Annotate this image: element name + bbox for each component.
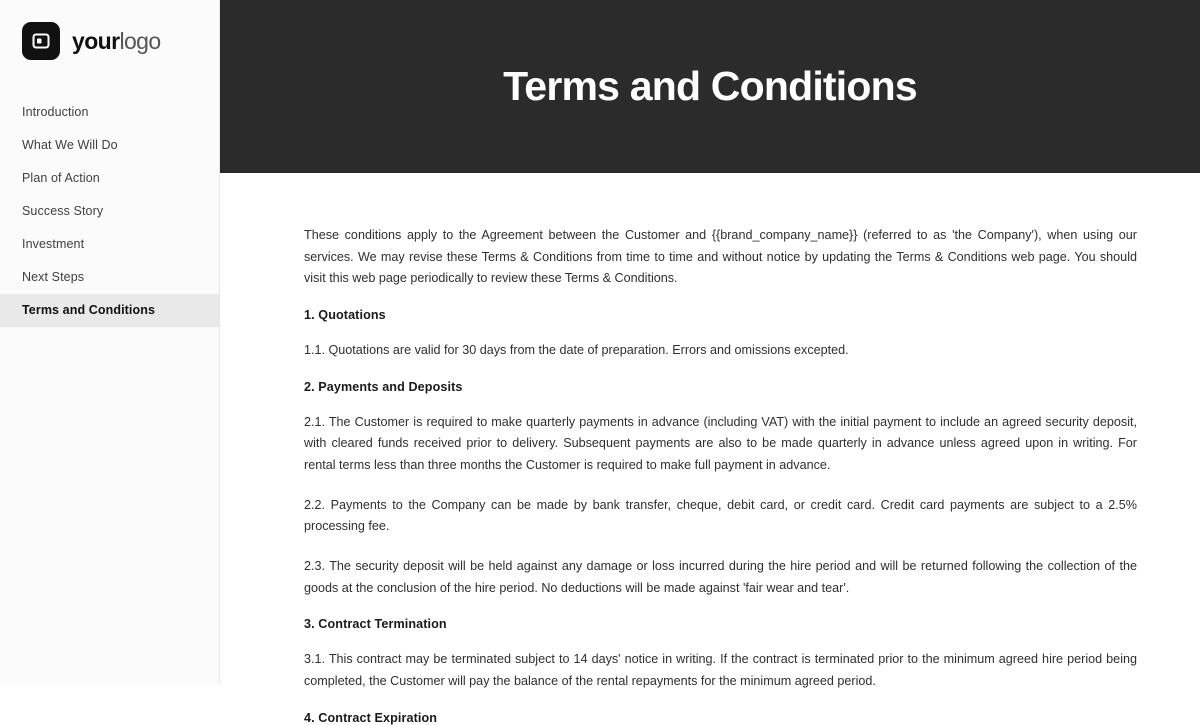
section-heading-contract-expiration: 4. Contract Expiration <box>304 710 438 725</box>
document-header <box>220 0 1200 173</box>
sidebar-item-what-we-will-do[interactable]: What We Will Do <box>22 138 118 152</box>
page-title: Terms and Conditions <box>503 63 917 109</box>
paragraph-2-3: 2.3. The security deposit will be held against any damage or loss incurred during the hire period and will be returned following the collection of the goods at the conclusion of the hire period. No deductions will be made against 'fair wear and tear'. <box>304 558 1137 595</box>
document-logo-icon <box>22 22 60 60</box>
sidebar-item-success-story[interactable]: Success Story <box>22 204 104 218</box>
sidebar-item-investment[interactable]: Investment <box>22 237 85 251</box>
logo-text <box>72 28 161 55</box>
section-heading-contract-termination: 3. Contract Termination <box>304 617 447 632</box>
paragraph-3-1: 3.1. This contract may be terminated subject to 14 days' notice in writing. If the contract is terminated prior to the minimum agreed hire period being completed, the Customer will pay the balance of the rental repayments for the minimum agreed period. <box>304 652 1137 688</box>
sidebar-item-next-steps[interactable]: Next Steps <box>22 270 85 284</box>
sidebar-item-introduction[interactable]: Introduction <box>22 105 89 119</box>
paragraph-intro: These conditions apply to the Agreement between the Customer and {{brand_company_name}} (referred to as 'the Company'), when using our services. We may revise these Terms & Conditions from time to time and without notice by updating the Terms & Conditions web page. You should visit this web page periodically to review these Terms & Conditions. <box>304 228 1137 286</box>
document-pane <box>220 0 1200 725</box>
sidebar-nav <box>0 96 219 327</box>
document-content <box>220 173 1200 725</box>
logo-text-light: logo <box>119 27 161 54</box>
sidebar-item-terms-and-conditions[interactable]: Terms and Conditions <box>0 294 219 327</box>
paragraph-2-1: 2.1. The Customer is required to make quarterly payments in advance (including VAT) with the initial payment to include an agreed security deposit, with cleared funds received prior to delivery. Subsequent payments are also to be made quarterly in advance unless agreed upon in writing. For rental terms less than three months the Customer is required to make full payment in advance. <box>304 414 1137 472</box>
section-heading-payments-and-deposits: 2. Payments and Deposits <box>304 379 463 394</box>
logo-text-bold: your <box>72 27 120 54</box>
sidebar <box>0 0 220 684</box>
sidebar-item-plan-of-action[interactable]: Plan of Action <box>22 171 100 185</box>
section-heading-quotations: 1. Quotations <box>304 307 386 322</box>
paragraph-1-1: 1.1. Quotations are valid for 30 days from the date of preparation. Errors and omissions excepted. <box>304 342 849 357</box>
logo[interactable] <box>0 22 219 60</box>
paragraph-2-2: 2.2. Payments to the Company can be made by bank transfer, cheque, debit card, or credit card. Credit card payments are subject to a 2.5% processing fee. <box>304 497 1137 534</box>
